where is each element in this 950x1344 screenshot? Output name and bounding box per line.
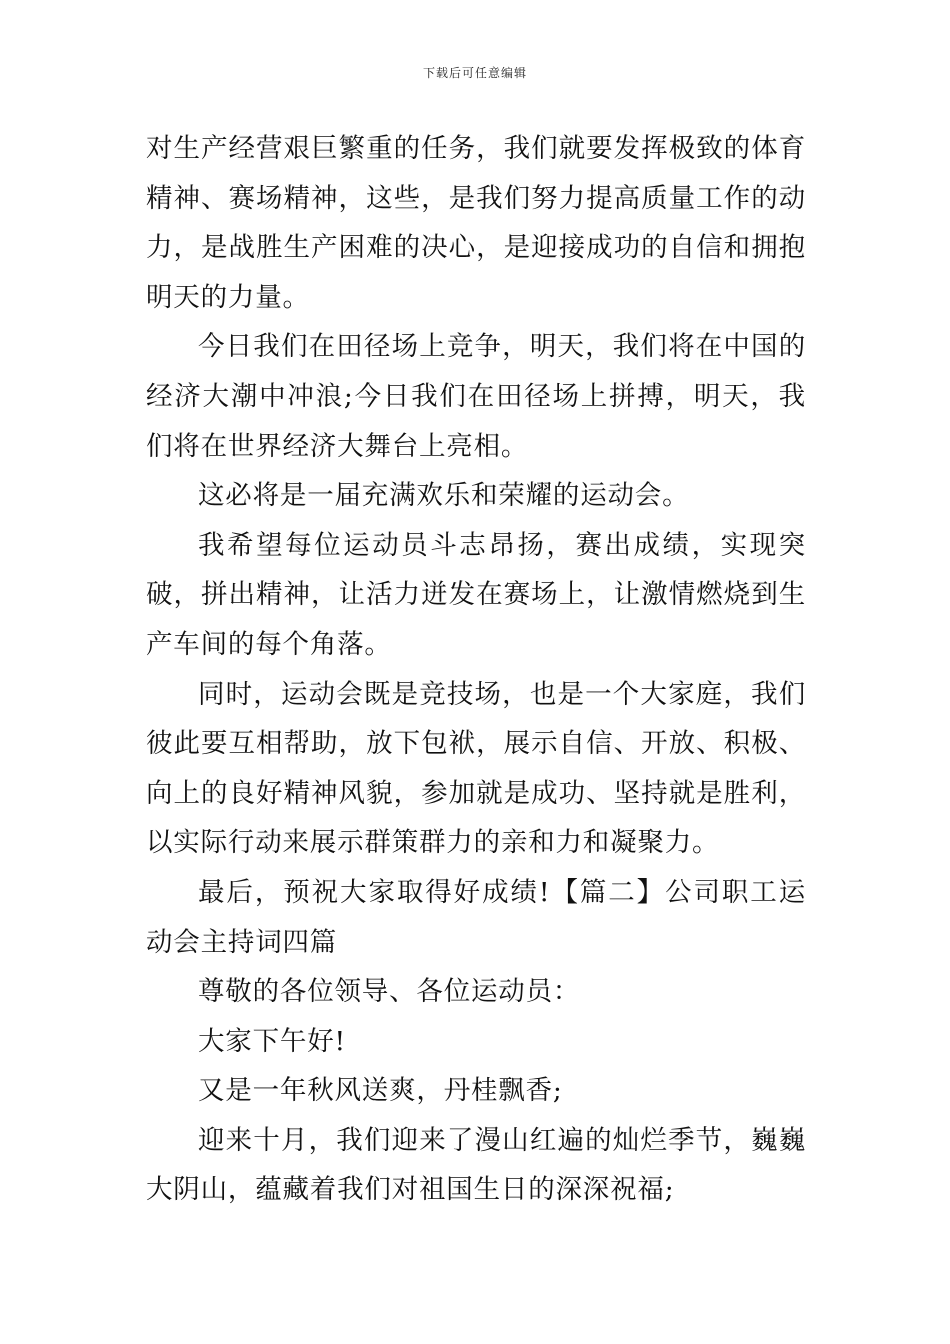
paragraph: 同时，运动会既是竞技场，也是一个大家庭，我们彼此要互相帮助，放下包袱，展示自信、开放、积极、向上的良好精神风貌，参加就是成功、坚持就是胜利，以实际行动来展示群策群力的亲和力和凝聚力。 xyxy=(146,678,806,859)
paragraph: 这必将是一届充满欢乐和荣耀的运动会。 xyxy=(198,480,690,512)
paragraph: 迎来十月，我们迎来了漫山红遍的灿烂季节，巍巍大阴山，蕴藏着我们对祖国生日的深深祝福; xyxy=(146,1124,806,1206)
paragraph: 最后，预祝大家取得好成绩!【篇二】公司职工运动会主持词四篇 xyxy=(146,876,806,958)
paragraph-continuation: 对生产经营艰巨繁重的任务，我们就要发挥极致的体育精神、赛场精神，这些，是我们努力提高质量工作的动力，是战胜生产困难的决心，是迎接成功的自信和拥抱明天的力量。 xyxy=(146,133,806,313)
paragraph: 今日我们在田径场上竞争，明天，我们将在中国的经济大潮中冲浪;今日我们在田径场上拼搏，明天，我们将在世界经济大舞台上亮相。 xyxy=(146,331,806,462)
paragraph: 我希望每位运动员斗志昂扬，赛出成绩，实现突破，拼出精神，让活力迸发在赛场上，让激情燃烧到生产车间的每个角落。 xyxy=(146,529,806,660)
document-body xyxy=(146,124,806,1215)
paragraph: 大家下午好! xyxy=(198,1025,346,1057)
paragraph-greeting: 尊敬的各位领导、各位运动员： xyxy=(198,976,581,1008)
paragraph: 又是一年秋风送爽，丹桂飘香; xyxy=(198,1075,563,1107)
header-note: 下载后可任意编辑 xyxy=(422,66,527,80)
